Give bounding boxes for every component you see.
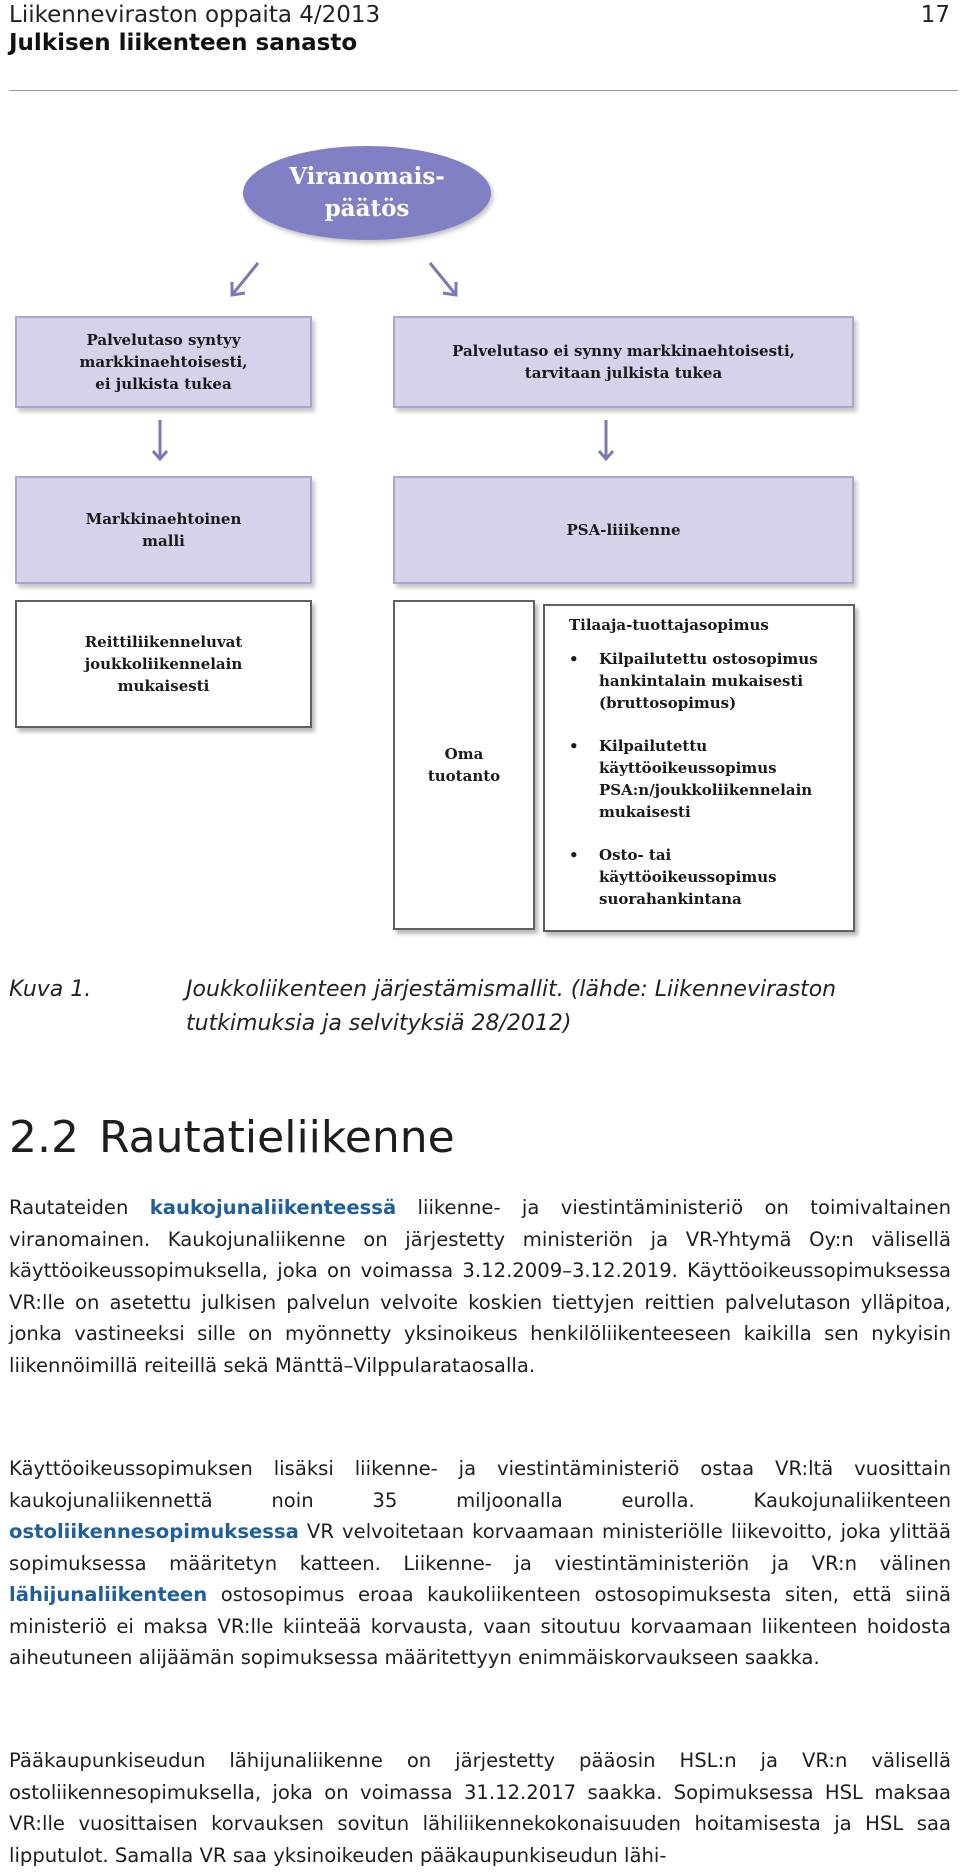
section-title: Rautatieliikenne (99, 1112, 455, 1163)
psa-traffic-label: PSA-liiikenne (566, 521, 681, 539)
paragraph-text: Rautateiden (9, 1196, 150, 1219)
paragraph (9, 1192, 951, 1381)
paragraph-text: liikenne- ja viestintäministeriö on toimivaltainen viranomainen. Kaukojunaliikenne on järjestetty ministeriön ja VR-Yhtymä Oy:n välisellä käyttöoikeussopimuksella, joka on voimassa 3.12.2009–3.12.2019. Käyttöoikeussopimuksessa VR:lle on asetettu julkisen palvelun velvoite koskien tiettyjen reittien palvelutason ylläpitoa, jonka vastineeksi sille on myönnetty yksinoikeus henkilöliikenteeseen kaikilla sen nykyisin liikennöimillä reiteillä sekä Mänttä–Vilppularataosalla. (9, 1196, 951, 1377)
arrow-down-right-icon (597, 418, 615, 462)
paragraph-text: ostosopimus eroaa kaukoliikenteen ostosopimuksesta siten, että siinä ministeriö ei maksa VR:lle kiinteää korvausta, vaan sitoutuu korvaamaan liikenteen hoidosta aiheutuneen alijäämän sopimuksessa määritettyyn enimmäiskorvaukseen saakka. (9, 1583, 951, 1669)
purchaser-provider-title: Tilaaja-tuottajasopimus (569, 616, 769, 634)
paragraph-text: VR velvoitetaan korvaamaan ministeriölle liikevoitto, joka ylittää sopimuksessa määritetyn katteen. Liikenne- ja viestintäministeriön ja VR:n välinen (9, 1520, 951, 1575)
paragraph (9, 1453, 951, 1674)
glossary-term-link[interactable]: ostoliikennesopimuksessa (9, 1520, 299, 1543)
page-number: 17 (920, 2, 950, 28)
glossary-term-link[interactable]: kaukojunaliikenteessä (149, 1196, 397, 1219)
figure-label: Kuva 1. (9, 977, 92, 1002)
contract-type-item: • Kilpailutettu ostosopimus hankintalain mukaisesti (bruttosopimus) (569, 648, 853, 714)
arrow-decision-to-left-icon (226, 260, 262, 300)
section-number: 2.2 (9, 1112, 79, 1163)
route-licences-box (15, 600, 312, 728)
contract-type-list (569, 648, 853, 910)
route-licences-label: Reittiliikenneluvat joukkoliikennelain mukaisesti (84, 633, 243, 695)
paragraph (9, 1745, 951, 1871)
subsidised-branch-label: Palvelutaso ei synny markkinaehtoisesti, tarvitaan julkista tukea (452, 342, 795, 382)
market-model-box (15, 476, 312, 584)
document-title: Julkisen liikenteen sanasto (9, 30, 358, 56)
purchaser-provider-box (543, 604, 855, 932)
own-production-box (393, 600, 535, 930)
subsidised-branch (393, 316, 854, 408)
contract-type-item: • Kilpailutettu käyttöoikeussopimus PSA:n/joukkoliikennelain mukaisesti (569, 735, 853, 823)
market-based-branch-label: Palvelutaso syntyy markkinaehtoisesti, ei julkista tukea (79, 331, 248, 393)
contract-type-item: • Osto- tai käyttöoikeussopimus suorahankintana (569, 844, 853, 910)
psa-traffic-box (393, 476, 854, 584)
authority-decision-label: Viranomais- päätös (289, 163, 445, 222)
arrow-decision-to-right-icon (426, 260, 462, 300)
publication-series: Liikenneviraston oppaita 4/2013 (9, 2, 381, 28)
paragraph-text: Pääkaupunkiseudun lähijunaliikenne on järjestetty pääosin HSL:n ja VR:n välisellä ostoliikennesopimuksella, joka on voimassa 31.12.2017 saakka. Sopimuksessa HSL maksaa VR:lle vuosittaisen korvauksen sovitun lähiliikennekokonaisuuden hoitamisesta ja HSL saa lipputulot. Samalla VR saa yksinoikeuden pääkaupunkiseudun lähi- (9, 1749, 951, 1867)
glossary-term-link[interactable]: lähijunaliikenteen (9, 1583, 208, 1606)
section-heading (9, 1110, 455, 1166)
paragraph-text: Käyttöoikeussopimuksen lisäksi liikenne- ja viestintäministeriö ostaa VR:ltä vuosittain kaukojunaliikennettä noin 35 miljoonalla eurolla. Kaukojunaliikenteen (9, 1457, 951, 1512)
authority-decision-node (243, 146, 491, 240)
arrow-down-left-icon (151, 418, 169, 462)
own-production-label: Oma tuotanto (427, 745, 501, 785)
market-model-label: Markkinaehtoinen malli (85, 510, 242, 550)
market-based-branch (15, 316, 312, 408)
header-divider (9, 90, 958, 91)
figure-caption: Joukkoliikenteen järjestämismallit. (lähde: Liikenneviraston tutkimuksia ja selvityksiä 28/2012) (186, 977, 837, 1036)
